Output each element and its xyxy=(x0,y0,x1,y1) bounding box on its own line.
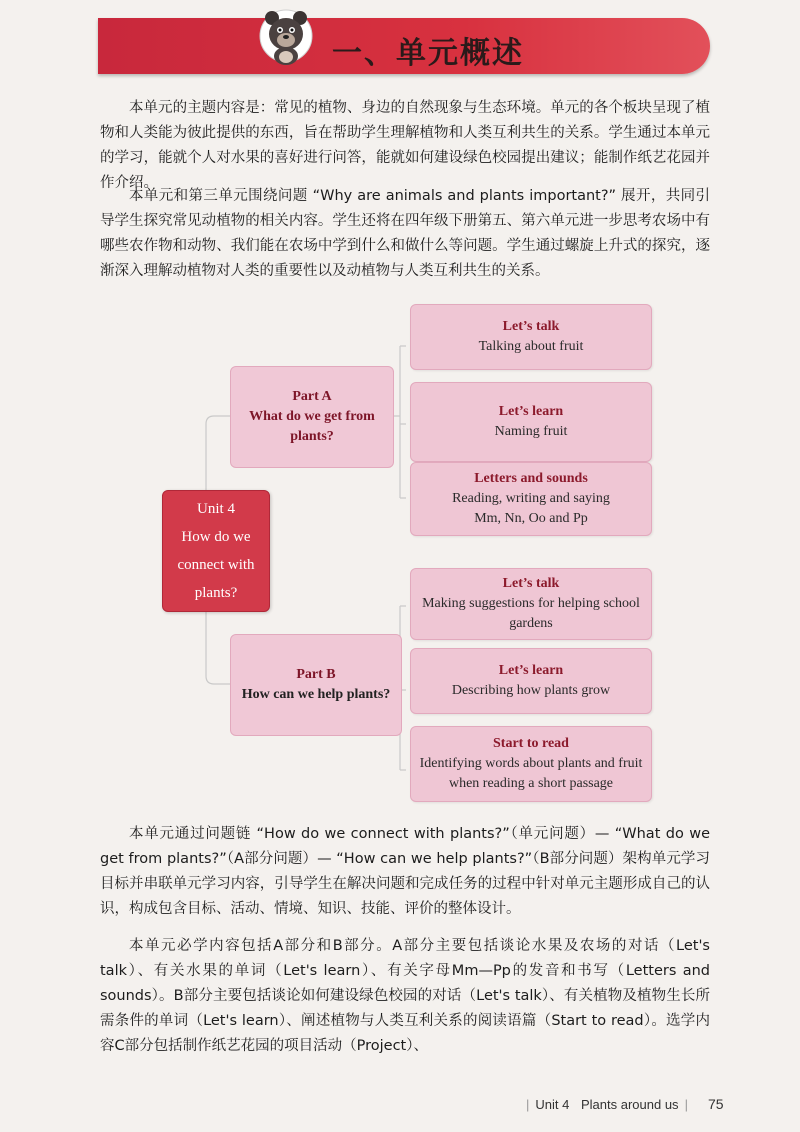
b-item-desc: Making suggestions for helping school xyxy=(422,596,640,611)
connector-unit-part-a xyxy=(206,416,230,490)
footer-unit: Unit 4 xyxy=(535,1097,570,1112)
footer-title: Plants around us xyxy=(580,1097,679,1112)
footer-separator: | xyxy=(526,1097,530,1112)
part-a-box xyxy=(230,366,394,468)
unit-box xyxy=(162,490,270,612)
intro-paragraph-2: 本单元和第三单元围绕问题 “Why are animals and plants important?” 展开，共同引导学生探究常见动植物的相关内容。学生还将在四年级下册第五、第六单元进一步思考农场中有哪些农作物和动物、我们能在农场中学到什么和做什么等问题。学生通过螺旋上升式的探究，逐渐深入理解动植物对人类的重要性以及动植物与人类互利共生的关系。 xyxy=(100,188,710,279)
a-item-letters-sounds xyxy=(410,462,652,536)
unit-line-3: connect with xyxy=(177,557,255,573)
b-item-lets-learn xyxy=(410,648,652,714)
a-item-title: Let’s talk xyxy=(502,319,560,334)
page-number: 75 xyxy=(707,1096,724,1112)
page-title: 一、单元概述 xyxy=(332,36,524,71)
b-item-title: Let’s learn xyxy=(498,663,564,678)
footer-separator: | xyxy=(684,1097,688,1112)
b-item-title: Let’s talk xyxy=(502,576,560,591)
a-item-lets-talk xyxy=(410,304,652,370)
unit-structure-diagram xyxy=(100,298,700,810)
a-item-lets-learn xyxy=(410,382,652,462)
a-item-title: Let’s learn xyxy=(498,404,564,419)
b-item-desc: Identifying words about plants and fruit xyxy=(419,756,643,771)
b-item-desc: Describing how plants grow xyxy=(451,683,611,698)
part-b-question: How can we help plants? xyxy=(241,687,391,702)
b-item-start-to-read xyxy=(410,726,652,802)
a-item-desc: Mm, Nn, Oo and Pp xyxy=(474,511,588,526)
unit-line-2: How do we xyxy=(181,529,251,545)
b-item-desc: when reading a short passage xyxy=(448,776,614,791)
a-item-title: Letters and sounds xyxy=(474,471,588,486)
b-item-lets-talk xyxy=(410,568,652,640)
connector-part-a-items xyxy=(392,346,406,498)
a-item-desc: Reading, writing and saying xyxy=(452,491,610,506)
body-paragraph-4: 本单元必学内容包括A部分和B部分。A部分主要包括谈论水果及农场的对话（Let's talk）、有关水果的单词（Let's learn）、有关字母Mm—Pp的发音和书写（Letters and sounds）。B部分主要包括谈论如何建设绿色校园的对话（Let's talk）、有关植物及植物生长所需条件的单词（Let's learn）、阐述植物与人类互利关系的阅读语篇（Start to read）。选学内容C部分包括制作纸艺花园的项目活动（Project）、 xyxy=(100,938,710,1054)
part-b-title: Part B xyxy=(296,667,336,682)
part-a-question-2: plants? xyxy=(290,429,334,444)
a-item-desc: Naming fruit xyxy=(494,424,568,439)
page-footer xyxy=(520,1096,724,1112)
connector-unit-part-b xyxy=(206,610,230,684)
intro-paragraph-1: 本单元的主题内容是：常见的植物、身边的自然现象与生态环境。单元的各个板块呈现了植物和人类能为彼此提供的东西，旨在帮助学生理解植物和人类互利共生的关系。学生通过本单元的学习，能就个人对水果的喜好进行问答，能就如何建设绿色校园提出建议；能制作纸艺花园并作介绍。 xyxy=(100,100,710,191)
b-item-desc: gardens xyxy=(509,616,553,631)
a-item-desc: Talking about fruit xyxy=(478,339,584,354)
unit-line-1: Unit 4 xyxy=(197,501,235,517)
bear-mascot-icon xyxy=(258,6,314,68)
b-item-title: Start to read xyxy=(493,736,569,751)
body-paragraph-3: 本单元通过问题链 “How do we connect with plants?”（单元问题）— “What do we get from plants?”（A部分问题）— “How can we help plants?”（B部分问题）架构单元学习目标并串联单元学习内容，引导学生在解决问题和完成任务的过程中针对单元主题形成自己的认识，构成包含目标、活动、情境、知识、技能、评价的整体设计。 xyxy=(100,826,710,917)
part-a-title: Part A xyxy=(292,389,332,404)
unit-line-4: plants? xyxy=(194,585,238,601)
part-b-box xyxy=(230,634,402,736)
part-a-question-1: What do we get from xyxy=(249,409,375,424)
